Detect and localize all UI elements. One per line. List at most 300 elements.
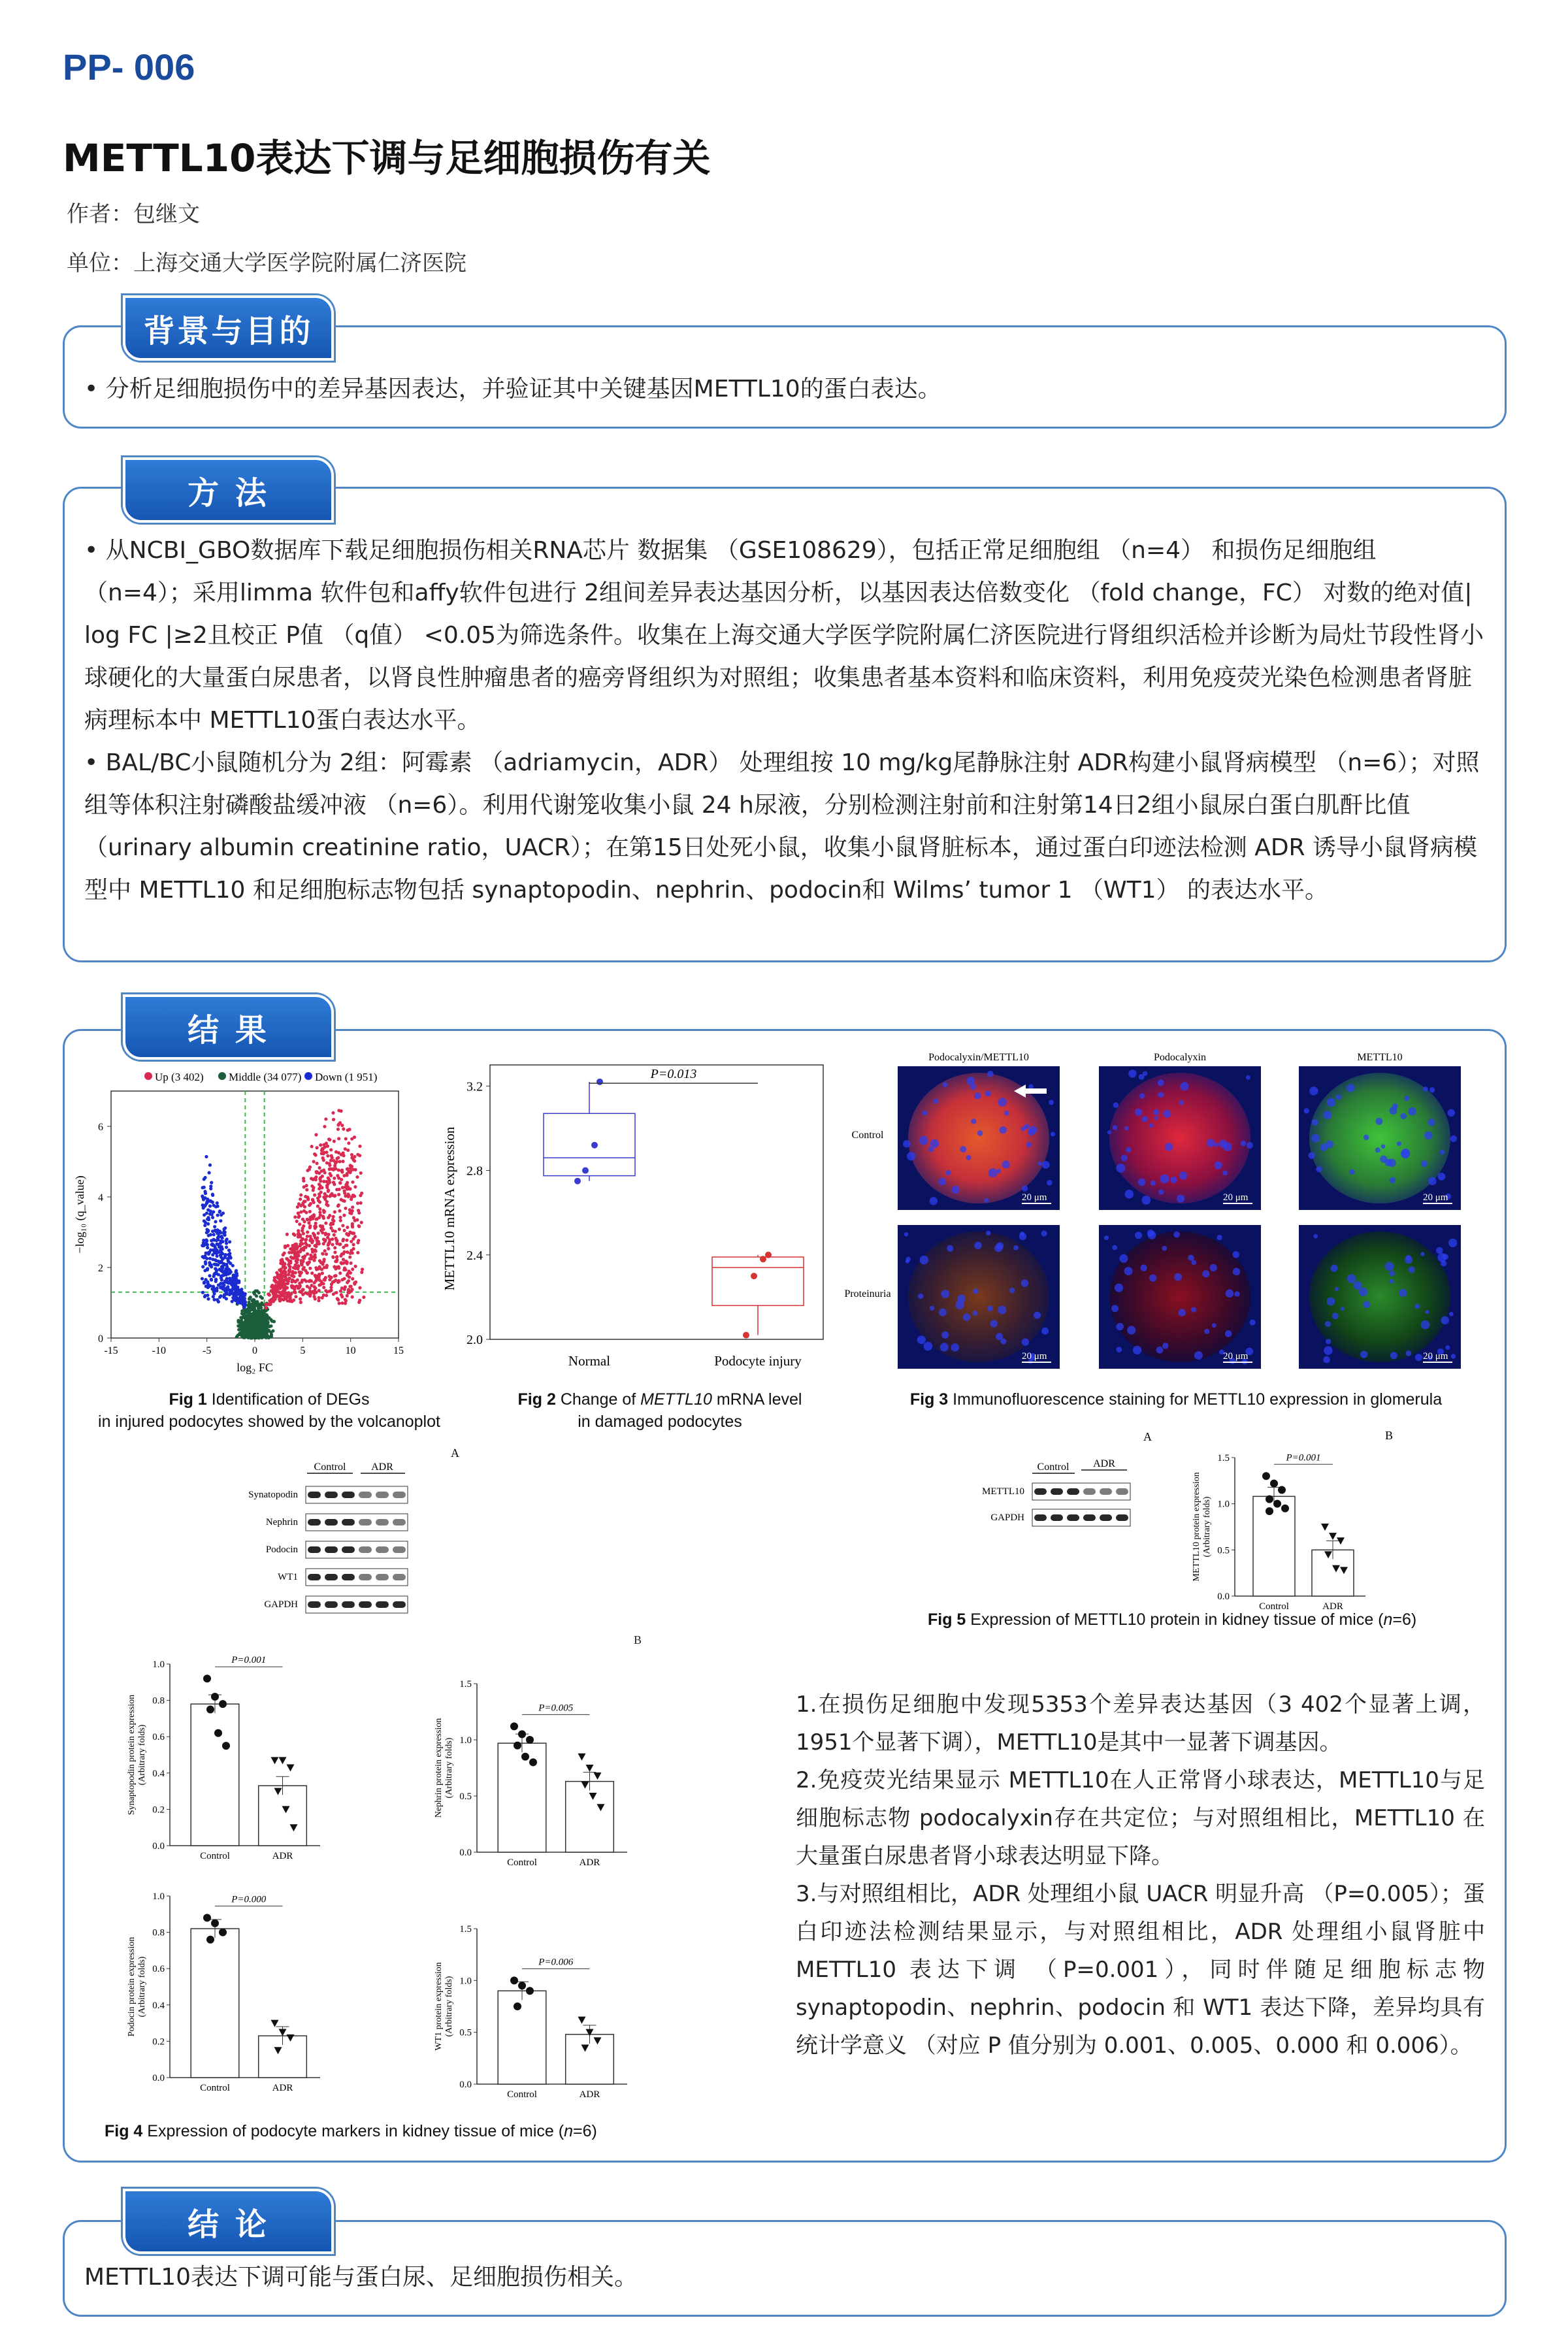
if-nucleus — [1323, 1111, 1331, 1119]
volcano-point-up — [308, 1203, 311, 1207]
volcano-point-down — [238, 1289, 241, 1292]
volcano-point-up — [295, 1261, 299, 1264]
volcano-point-up — [306, 1284, 309, 1288]
volcano-point-down — [217, 1273, 220, 1276]
fig2-box — [544, 1113, 635, 1175]
volcano-point-up — [336, 1297, 339, 1300]
if-nucleus — [1316, 1166, 1322, 1172]
if-nucleus — [1030, 1126, 1037, 1134]
volcano-point-middle — [253, 1330, 256, 1333]
volcano-point-up — [359, 1171, 363, 1175]
if-nucleus — [1450, 1135, 1457, 1142]
volcano-point-down — [220, 1250, 223, 1254]
fig2-pval: P=0.013 — [650, 1067, 697, 1081]
volcano-point-up — [317, 1232, 320, 1235]
volcano-point-down — [208, 1204, 212, 1207]
volcano-point-down — [215, 1263, 218, 1266]
volcano-point-middle — [261, 1313, 264, 1316]
volcano-point-up — [303, 1205, 306, 1209]
volcano-point-down — [213, 1272, 216, 1275]
fig4-A: A — [451, 1446, 459, 1460]
if-nucleus — [1170, 1177, 1177, 1183]
volcano-point-up — [331, 1243, 334, 1246]
volcano-point-up — [353, 1282, 356, 1285]
blot-band — [342, 1546, 355, 1553]
blot-label: GAPDH — [264, 1599, 298, 1610]
if-nucleus — [1022, 1185, 1028, 1191]
fig2-cap-t1: Change of — [555, 1390, 641, 1409]
volcano-point-down — [233, 1281, 236, 1284]
volcano-point-up — [281, 1286, 284, 1289]
blot-band — [325, 1546, 338, 1553]
if-nucleus — [1420, 1252, 1424, 1256]
volcano-point-up — [314, 1226, 317, 1230]
volcano-point-down — [203, 1256, 206, 1259]
if-nucleus — [1336, 1094, 1341, 1100]
volcano-point-down — [211, 1258, 214, 1261]
volcano-point-up — [345, 1244, 348, 1247]
volcano-point-up — [314, 1290, 318, 1294]
volcano-point-down — [219, 1294, 222, 1298]
if-nucleus — [934, 1098, 939, 1103]
volcano-xlabel: log₂ FC — [237, 1361, 273, 1374]
bar-pval: P=0.001 — [231, 1655, 267, 1666]
volcano-point-up — [305, 1188, 308, 1191]
volcano-point-up — [308, 1244, 311, 1247]
bar-point-adr — [586, 1765, 594, 1772]
if-nucleus — [1042, 1161, 1050, 1169]
blot-frame — [306, 1486, 408, 1503]
bar-ytick-label: 0.8 — [152, 1695, 165, 1707]
if-nucleus — [1124, 1126, 1129, 1131]
volcano-point-up — [335, 1291, 338, 1294]
if-nucleus — [1247, 1142, 1253, 1149]
volcano-point-down — [212, 1295, 215, 1298]
bar-ytick-label: 0.0 — [152, 1841, 165, 1852]
fig2-point — [751, 1273, 757, 1279]
volcano-ytick-label: 0 — [98, 1333, 103, 1345]
volcano-point-down — [216, 1286, 219, 1290]
if-nucleus — [1335, 1287, 1339, 1291]
if-nucleus — [1390, 1177, 1396, 1183]
legend-up: Up (3 402) — [155, 1071, 204, 1083]
volcano-point-down — [204, 1243, 207, 1246]
volcano-point-middle — [270, 1335, 273, 1338]
volcano-point-middle — [239, 1322, 242, 1326]
bar-point-control — [206, 1936, 214, 1944]
bar-point-control — [529, 1758, 537, 1766]
bar-xlabel: Control — [1259, 1601, 1289, 1610]
volcano-point-up — [331, 1255, 335, 1258]
volcano-point-up — [342, 1246, 345, 1249]
volcano-point-up — [284, 1245, 287, 1248]
volcano-point-up — [287, 1291, 290, 1294]
volcano-point-up — [308, 1267, 312, 1270]
volcano-point-up — [340, 1301, 344, 1305]
fig2-ytick-label: 2.0 — [466, 1333, 483, 1347]
volcano-point-down — [203, 1213, 206, 1217]
volcano-point-up — [306, 1252, 309, 1256]
fig3-caption — [862, 1388, 1490, 1411]
affiliation: 单位：上海交通大学医学院附属仁济医院 — [67, 250, 466, 276]
volcano-ytick-label: 2 — [98, 1263, 103, 1274]
volcano-point-middle — [249, 1320, 252, 1323]
bar-pval: P=0.005 — [538, 1703, 574, 1714]
volcano-point-up — [362, 1296, 365, 1299]
fig5-cap-t2: =6) — [1392, 1610, 1417, 1629]
volcano-point-down — [213, 1225, 216, 1228]
bar-ytick-label: 1.5 — [459, 1679, 472, 1690]
if-nucleus — [1222, 1170, 1228, 1175]
volcano-point-up — [346, 1226, 349, 1229]
volcano-point-down — [208, 1274, 211, 1277]
if-nucleus — [1148, 1231, 1156, 1239]
volcano-point-up — [286, 1258, 289, 1261]
methods-text — [84, 529, 1489, 911]
volcano-point-up — [303, 1279, 306, 1282]
volcano-point-up — [328, 1290, 331, 1293]
volcano-point-down — [206, 1298, 210, 1301]
volcano-point-up — [342, 1214, 346, 1217]
volcano-point-up — [302, 1232, 305, 1235]
volcano-point-down — [225, 1245, 228, 1249]
blot-band — [376, 1601, 389, 1608]
if-nucleus — [1177, 1195, 1184, 1203]
volcano-point-up — [351, 1181, 354, 1184]
volcano-point-middle — [259, 1306, 263, 1309]
volcano-point-up — [322, 1211, 325, 1214]
if-nucleus — [920, 1256, 929, 1265]
blot-band — [359, 1546, 372, 1553]
if-nucleus — [1028, 1084, 1034, 1089]
volcano-point-up — [313, 1244, 316, 1247]
if-nucleus — [974, 1242, 982, 1250]
bar-ylabel2: (Arbitrary folds) — [137, 1724, 147, 1786]
volcano-point-up — [291, 1249, 294, 1252]
blot-band — [308, 1546, 321, 1553]
bar-pval: P=0.001 — [1286, 1452, 1321, 1463]
volcano-point-up — [315, 1277, 318, 1281]
volcano-point-up — [339, 1109, 342, 1113]
volcano-point-up — [348, 1275, 351, 1279]
if-nucleus — [1111, 1305, 1119, 1312]
bar-point-control — [510, 1976, 518, 1984]
if-nucleus — [1126, 1147, 1131, 1152]
volcano-point-up — [285, 1279, 288, 1282]
if-nucleus — [1141, 1116, 1148, 1122]
if-nucleus — [1125, 1190, 1134, 1199]
volcano-point-up — [346, 1281, 349, 1284]
if-nucleus — [1026, 1142, 1032, 1147]
volcano-point-up — [344, 1301, 347, 1305]
if-nucleus — [1354, 1281, 1362, 1290]
blot-band — [376, 1574, 389, 1580]
if-nucleus — [1308, 1152, 1315, 1159]
volcano-point-up — [287, 1251, 291, 1254]
blot-label: METTL10 — [982, 1486, 1024, 1497]
volcano-point-up — [306, 1230, 309, 1233]
if-nucleus — [907, 1152, 915, 1160]
if-nucleus — [1325, 1321, 1331, 1327]
volcano-point-up — [319, 1179, 322, 1183]
bar-rect — [498, 1743, 546, 1852]
volcano-point-up — [348, 1211, 351, 1215]
volcano-point-up — [344, 1207, 347, 1210]
volcano-point-up — [342, 1189, 346, 1192]
volcano-point-up — [273, 1289, 276, 1292]
volcano-point-up — [348, 1128, 351, 1131]
if-nucleus — [1375, 1118, 1382, 1125]
volcano-point-up — [351, 1251, 354, 1254]
volcano-point-down — [221, 1274, 224, 1277]
volcano-point-down — [221, 1211, 225, 1215]
bar-point-control — [510, 1722, 518, 1730]
volcano-point-down — [208, 1213, 212, 1216]
if-nucleus — [1041, 1328, 1049, 1335]
volcano-point-down — [201, 1277, 204, 1281]
volcano-point-up — [323, 1279, 327, 1282]
volcano-point-up — [283, 1251, 286, 1254]
volcano-point-middle — [253, 1334, 256, 1337]
results-tag: 结 果 — [123, 994, 334, 1060]
volcano-point-middle — [248, 1315, 252, 1318]
if-nucleus — [939, 1309, 947, 1316]
bar-point-adr — [279, 1757, 287, 1764]
bar-ylabel: Nephrin protein expression — [434, 1718, 444, 1818]
volcano-point-middle — [252, 1306, 255, 1309]
if-nucleus — [1409, 1266, 1415, 1273]
volcano-point-up — [314, 1217, 318, 1220]
if-nucleus — [1428, 1177, 1437, 1185]
volcano-point-up — [299, 1210, 302, 1213]
if-nucleus — [1013, 1245, 1019, 1250]
bar-ytick-label: 0.0 — [152, 2073, 165, 2083]
volcano-point-up — [308, 1226, 312, 1229]
volcano-ylabel: −log₁₀ (q_value) — [73, 1175, 86, 1254]
volcano-point-down — [227, 1256, 230, 1260]
volcano-point-up — [357, 1224, 361, 1228]
volcano-point-up — [344, 1268, 347, 1271]
volcano-point-up — [330, 1154, 333, 1158]
volcano-point-up — [361, 1267, 364, 1271]
bar-point-adr — [271, 1757, 279, 1764]
fig1-cap-b: Fig 1 — [169, 1390, 207, 1409]
volcano-point-down — [212, 1292, 216, 1296]
volcano-point-up — [286, 1233, 289, 1236]
if-nucleus — [1448, 1109, 1455, 1117]
if-nucleus — [1327, 1298, 1335, 1306]
if-nucleus — [1404, 1096, 1409, 1101]
volcano-point-middle — [253, 1313, 257, 1316]
volcano-point-up — [356, 1251, 359, 1254]
if-nucleus — [1037, 1162, 1042, 1166]
volcano-point-middle — [253, 1326, 257, 1330]
volcano-point-down — [214, 1247, 217, 1250]
volcano-point-up — [343, 1229, 346, 1232]
if-nucleus — [1324, 1347, 1332, 1355]
volcano-point-up — [351, 1205, 354, 1209]
fig2-box — [712, 1257, 804, 1305]
if-nucleus — [941, 1331, 949, 1339]
fig5-cap-t: Expression of METTL10 protein in kidney tissue of mice ( — [966, 1610, 1384, 1629]
fig2-cap-t3: in damaged podocytes — [578, 1413, 742, 1431]
if-nucleus — [1115, 1284, 1123, 1292]
volcano-point-up — [297, 1215, 300, 1218]
if-nucleus — [1162, 1246, 1167, 1251]
bar-point-control — [1281, 1505, 1289, 1512]
volcano-point-up — [350, 1153, 353, 1156]
volcano-point-up — [321, 1252, 325, 1256]
volcano-point-up — [308, 1294, 312, 1298]
if-nucleus — [1021, 1126, 1026, 1131]
if-nucleus — [943, 1082, 948, 1087]
volcano-point-up — [301, 1267, 304, 1271]
results-r2: 2.免疫荧光结果显示 METTL10在人正常肾小球表达，METTL10与足细胞标志物 podocalyxin存在共定位；与对照组相比，METTL10 在大量蛋白尿患者肾小球表达明显下降。 — [796, 1767, 1485, 1869]
if-nucleus — [986, 1231, 990, 1235]
volcano-point-up — [324, 1117, 327, 1120]
bar-point-control — [203, 1914, 211, 1921]
volcano-point-up — [323, 1171, 327, 1174]
blot-band — [342, 1574, 355, 1580]
if-scale-label: 20 μm — [1423, 1351, 1448, 1362]
volcano-point-up — [333, 1246, 336, 1249]
volcano-point-down — [209, 1249, 212, 1252]
if-nucleus — [1437, 1253, 1446, 1262]
blot-band — [325, 1519, 338, 1526]
if-nucleus — [1332, 1313, 1339, 1319]
if-nucleus — [1153, 1109, 1159, 1115]
volcano-point-up — [308, 1279, 312, 1282]
if-scale-label: 20 μm — [1022, 1192, 1047, 1203]
if-nucleus — [1360, 1350, 1367, 1358]
if-nucleus — [1406, 1350, 1412, 1356]
volcano-point-down — [211, 1193, 214, 1196]
if-nucleus — [1049, 1100, 1054, 1105]
bar-point-control — [222, 1742, 230, 1750]
volcano-point-up — [313, 1233, 316, 1237]
volcano-point-down — [221, 1236, 224, 1239]
volcano-point-up — [338, 1216, 342, 1219]
volcano-point-up — [333, 1210, 336, 1213]
volcano-point-up — [338, 1243, 342, 1246]
volcano-point-up — [314, 1297, 317, 1300]
fig2-point — [743, 1332, 749, 1339]
volcano-point-up — [306, 1263, 309, 1266]
volcano-point-up — [350, 1198, 353, 1201]
bar-ytick-label: 0.2 — [152, 1805, 165, 1816]
volcano-point-up — [288, 1299, 291, 1303]
if-nucleus — [1399, 1289, 1407, 1297]
if-nucleus — [988, 1168, 998, 1177]
volcano-point-up — [310, 1145, 314, 1148]
fig2-cap-t2: mRNA level — [711, 1390, 802, 1409]
if-nucleus — [985, 1090, 991, 1096]
volcano-point-up — [298, 1222, 301, 1226]
volcano-point-down — [222, 1228, 225, 1231]
volcano-point-up — [281, 1290, 284, 1294]
volcano-point-down — [225, 1278, 228, 1281]
volcano-point-up — [340, 1178, 343, 1181]
blot-frame — [306, 1596, 408, 1613]
volcano-point-down — [220, 1260, 223, 1263]
volcano-point-down — [227, 1249, 231, 1252]
if-nucleus — [1179, 1100, 1184, 1105]
volcano-point-middle — [248, 1308, 251, 1311]
blot-band — [1116, 1488, 1128, 1495]
volcano-point-up — [340, 1198, 343, 1201]
volcano-point-up — [333, 1233, 336, 1237]
blot-band — [342, 1519, 355, 1526]
volcano-point-up — [314, 1133, 318, 1136]
blot-band — [376, 1492, 389, 1498]
volcano-point-middle — [272, 1320, 276, 1323]
bar-xlabel: ADR — [272, 2083, 293, 2093]
bar-ytick-label: 0.2 — [152, 2036, 165, 2048]
volcano-point-up — [336, 1174, 339, 1177]
volcano-point-down — [212, 1238, 216, 1241]
volcano-point-up — [297, 1286, 301, 1289]
volcano-point-up — [319, 1190, 323, 1194]
if-nucleus — [1424, 1132, 1433, 1140]
volcano-point-down — [204, 1260, 207, 1264]
fig5-g2: ADR — [1093, 1458, 1115, 1469]
bar-ytick-label: 0.5 — [459, 1791, 472, 1802]
volcano-point-up — [316, 1170, 319, 1173]
if-nucleus — [940, 1343, 949, 1351]
methods-p1: • 从NCBI_GBO数据库下载足细胞损伤相关RNA芯片 数据集 （GSE108629），包括正常足细胞组 （n=4） 和损伤足细胞组 （n=4）；采用limma 软件包和affy软件包进行 2组间差异表达基因分析，以基因表达倍数变化 （fold change，FC） 对数的绝对值| log FC |≥2且校正 P值 （q值） <0.05为筛选条件。收集在上海交通大学医学院附属仁济医院进行肾组织活检并诊断为局灶节段性肾小球硬化的大量蛋白尿患者，以肾良性肿瘤患者的癌旁肾组织为对照组；收集患者基本资料和临床资料，利用免疫荧光染色检测患者肾脏病理标本中 METTL10蛋白表达水平。 — [84, 537, 1484, 734]
volcano-point-down — [203, 1176, 206, 1179]
volcano-point-up — [310, 1184, 314, 1188]
volcano-point-up — [345, 1239, 348, 1242]
volcano-point-up — [300, 1260, 303, 1264]
if-nucleus — [1163, 1110, 1171, 1118]
if-nucleus — [947, 1245, 953, 1252]
volcano-point-up — [282, 1264, 286, 1267]
fig2-point — [591, 1142, 598, 1149]
volcano-xtick-label: 10 — [345, 1345, 356, 1356]
volcano-point-up — [322, 1217, 325, 1220]
bar-ylabel: Podocin protein expression — [127, 1936, 137, 2037]
volcano-point-up — [351, 1296, 354, 1299]
if-nucleus — [1215, 1161, 1222, 1169]
volcano-point-up — [323, 1249, 327, 1252]
volcano-point-middle — [242, 1313, 246, 1316]
volcano-point-up — [328, 1238, 331, 1241]
volcano-point-up — [321, 1175, 324, 1178]
volcano-point-down — [209, 1187, 212, 1190]
bar-point-adr — [279, 2029, 287, 2036]
volcano-point-up — [303, 1200, 306, 1203]
if-nucleus — [1034, 1311, 1041, 1318]
if-nucleus — [1009, 1288, 1015, 1294]
volcano-point-up — [336, 1128, 340, 1131]
volcano-point-down — [237, 1298, 240, 1301]
if-nucleus — [930, 1197, 938, 1205]
legend-mid-dot — [218, 1072, 226, 1080]
volcano-point-up — [357, 1209, 360, 1212]
blot-band — [359, 1519, 372, 1526]
bar-point-adr — [578, 2017, 586, 2024]
volcano-point-up — [350, 1262, 353, 1265]
if-nucleus — [1022, 1338, 1030, 1346]
volcano-point-down — [227, 1260, 231, 1264]
volcano-point-down — [219, 1269, 222, 1272]
bar-point-adr — [287, 1764, 295, 1771]
bar-point-adr — [594, 1772, 602, 1780]
volcano-point-up — [270, 1284, 274, 1287]
poster-title: METTL10表达下调与足细胞损伤有关 — [63, 136, 711, 180]
volcano-point-up — [355, 1175, 359, 1179]
